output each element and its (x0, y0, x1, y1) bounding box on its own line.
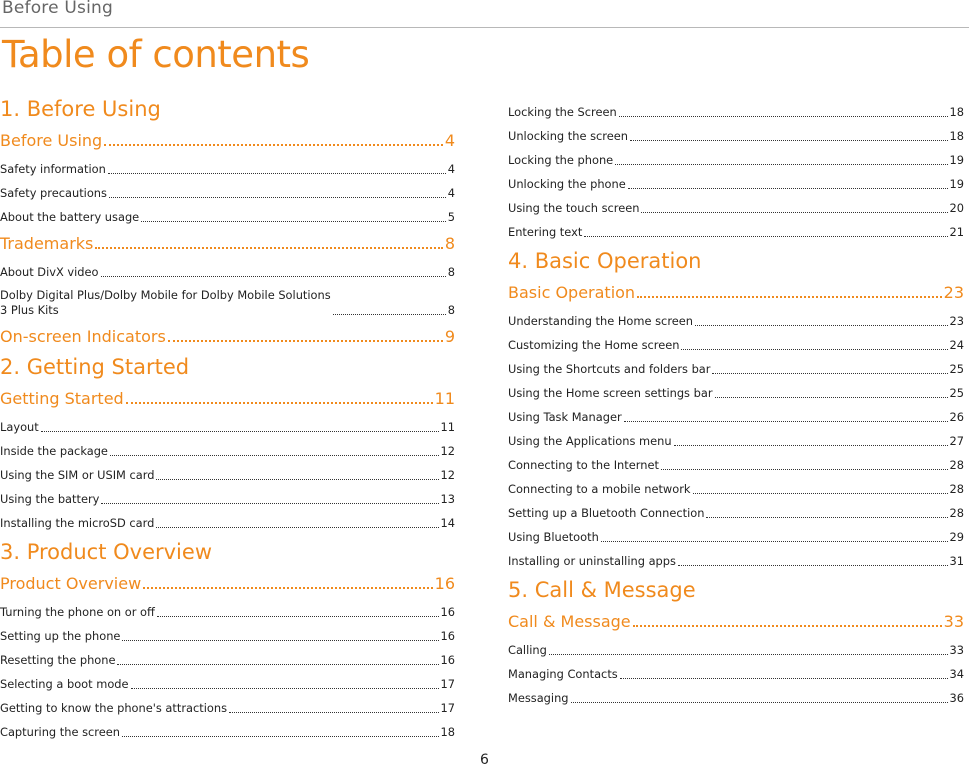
toc-section-link[interactable] (508, 607, 964, 631)
dot-leader (695, 325, 948, 326)
toc-page-number: 5 (447, 210, 455, 224)
dot-leader (715, 397, 948, 398)
toc-entry-link[interactable] (0, 596, 455, 620)
toc-entry-label: Using Task Manager (508, 410, 622, 424)
toc-entry-label: Before Using (0, 131, 103, 150)
toc-page-number: 33 (943, 612, 964, 631)
toc-entry-label: Messaging (508, 691, 569, 705)
toc-entry-label: Safety information (0, 162, 106, 176)
toc-chapter-heading[interactable]: 5. Call & Message (508, 578, 696, 602)
dot-leader (571, 702, 948, 703)
toc-left-column (0, 96, 455, 740)
dot-leader (333, 314, 446, 315)
toc-entry-link[interactable] (0, 483, 455, 507)
toc-section-link[interactable] (0, 229, 455, 253)
toc-chapter-heading[interactable]: 3. Product Overview (0, 540, 212, 564)
toc-entry-label: Setting up the phone (0, 629, 121, 643)
dot-leader (630, 140, 948, 141)
toc-page-number: 18 (440, 725, 455, 739)
toc-entry-link[interactable] (0, 280, 455, 318)
toc-entry-label: Turning the phone on or off (0, 605, 155, 619)
toc-page-number: 12 (440, 468, 455, 482)
running-header (0, 0, 969, 28)
toc-page-number: 4 (447, 162, 455, 176)
toc-entry-label: Selecting a boot mode (0, 677, 129, 691)
toc-entry-link[interactable] (508, 96, 964, 120)
toc-entry-label: Using the Home screen settings bar (508, 386, 713, 400)
toc-entry-label: Understanding the Home screen (508, 314, 693, 328)
toc-entry-label: About the battery usage (0, 210, 140, 224)
toc-entry-label: Using Bluetooth (508, 530, 599, 544)
dot-leader (117, 664, 438, 665)
toc-entry-label: Using the SIM or USIM card (0, 468, 155, 482)
toc-entry-label: Calling (508, 643, 547, 657)
dot-leader (95, 247, 442, 249)
toc-entry-link[interactable] (508, 658, 964, 682)
toc-entry-link[interactable] (508, 473, 964, 497)
toc-page-number: 29 (949, 530, 964, 544)
toc-right-column (508, 96, 964, 706)
dot-leader (101, 503, 438, 504)
toc-page-number: 16 (440, 605, 455, 619)
toc-entry-label: Using the Applications menu (508, 434, 672, 448)
toc-section-link[interactable] (0, 322, 455, 346)
toc-entry-label: Setting up a Bluetooth Connection (508, 506, 705, 520)
toc-entry-label: Getting Started (0, 389, 124, 408)
toc-entry-link[interactable] (0, 692, 455, 716)
toc-entry-link[interactable] (0, 256, 455, 280)
toc-page-number: 19 (949, 153, 964, 167)
toc-entry-label: Unlocking the phone (508, 177, 626, 191)
dot-leader (601, 541, 948, 542)
toc-entry-link[interactable] (0, 644, 455, 668)
running-header-label: Before Using (2, 0, 113, 18)
toc-entry-link[interactable] (508, 545, 964, 569)
toc-entry-label: Dolby Digital Plus/Dolby Mobile for Dolby Mobile Solutions 3 Plus Kits (0, 288, 331, 317)
dot-leader (678, 565, 948, 566)
toc-entry-link[interactable] (0, 153, 455, 177)
dot-leader (693, 493, 948, 494)
toc-entry-label: Locking the phone (508, 153, 614, 167)
toc-page-number: 16 (440, 653, 455, 667)
toc-entry-label: Customizing the Home screen (508, 338, 680, 352)
toc-section-link[interactable] (508, 278, 964, 302)
toc-entry-link[interactable] (0, 668, 455, 692)
dot-leader (633, 625, 942, 627)
toc-section-link[interactable] (0, 126, 455, 150)
toc-entry-link[interactable] (508, 401, 964, 425)
toc-entry-label: About DivX video (0, 265, 99, 279)
toc-entry-link[interactable] (0, 459, 455, 483)
toc-page-number: 34 (949, 667, 964, 681)
dot-leader (101, 276, 446, 277)
dot-leader (229, 712, 438, 713)
toc-entry-label: Basic Operation (508, 283, 636, 302)
toc-entry-label: Resetting the phone (0, 653, 116, 667)
toc-page-number: 21 (949, 225, 964, 239)
dot-leader (131, 688, 439, 689)
dot-leader (624, 421, 948, 422)
toc-entry-link[interactable] (508, 682, 964, 706)
dot-leader (681, 349, 947, 350)
dot-leader (637, 296, 942, 298)
dot-leader (126, 402, 433, 404)
toc-page-number: 14 (440, 516, 455, 530)
toc-section-link[interactable] (0, 569, 455, 593)
toc-entry-label: Installing or uninstalling apps (508, 554, 676, 568)
dot-leader (110, 455, 439, 456)
toc-entry-label: Product Overview (0, 574, 142, 593)
toc-page-number: 26 (949, 410, 964, 424)
toc-entry-link[interactable] (508, 634, 964, 658)
toc-entry-label: Connecting to the Internet (508, 458, 659, 472)
toc-entry-link[interactable] (508, 449, 964, 473)
dot-leader (156, 479, 438, 480)
dot-leader (122, 736, 439, 737)
toc-entry-label: Managing Contacts (508, 667, 618, 681)
dot-leader (549, 654, 948, 655)
dot-leader (109, 197, 446, 198)
toc-chapter-heading[interactable]: 1. Before Using (0, 97, 161, 121)
toc-entry-link[interactable] (508, 521, 964, 545)
toc-entry-link[interactable] (508, 144, 964, 168)
toc-page-number: 25 (949, 362, 964, 376)
dot-leader (584, 236, 947, 237)
toc-entry-link[interactable] (508, 377, 964, 401)
dot-leader (712, 373, 947, 374)
toc-page-number: 17 (440, 677, 455, 691)
toc-entry-label: Layout (0, 420, 39, 434)
toc-page-number: 8 (447, 265, 455, 279)
toc-page-number: 28 (949, 506, 964, 520)
toc-page-number: 18 (949, 129, 964, 143)
toc-entry-label: Connecting to a mobile network (508, 482, 691, 496)
toc-page-number: 18 (949, 105, 964, 119)
dot-leader (615, 164, 947, 165)
dot-leader (628, 188, 948, 189)
toc-entry-label: Entering text (508, 225, 583, 239)
toc-entry-label: Getting to know the phone's attractions (0, 701, 228, 715)
toc-entry-link[interactable] (0, 716, 455, 740)
dot-leader (41, 431, 439, 432)
toc-page-number: 25 (949, 386, 964, 400)
toc-entry-link[interactable] (508, 329, 964, 353)
toc-chapter-heading[interactable]: 2. Getting Started (0, 355, 190, 379)
toc-section-link[interactable] (0, 384, 455, 408)
toc-entry-label: Using the touch screen (508, 201, 640, 215)
toc-page-number: 4 (447, 186, 455, 200)
toc-entry-link[interactable] (0, 177, 455, 201)
page-title: Table of contents (2, 33, 310, 76)
toc-page-number: 8 (447, 303, 455, 317)
dot-leader (143, 587, 432, 589)
toc-page-number: 17 (440, 701, 455, 715)
toc-entry-link[interactable] (508, 168, 964, 192)
toc-entry-link[interactable] (508, 497, 964, 521)
dot-leader (168, 340, 443, 342)
toc-page-number: 23 (949, 314, 964, 328)
toc-page-number: 13 (440, 492, 455, 506)
toc-page-number: 24 (949, 338, 964, 352)
dot-leader (104, 144, 443, 146)
toc-page-number: 11 (434, 389, 455, 408)
toc-page-number: 9 (444, 327, 455, 346)
toc-entry-label: Call & Message (508, 612, 631, 631)
dot-leader (674, 445, 948, 446)
toc-page-number: 11 (440, 420, 455, 434)
toc-entry-label: On-screen Indicators (0, 327, 166, 346)
dot-leader (619, 116, 948, 117)
toc-entry-link[interactable] (0, 507, 455, 531)
toc-page-number: 19 (949, 177, 964, 191)
toc-entry-link[interactable] (508, 192, 964, 216)
toc-page-number: 23 (943, 283, 964, 302)
toc-entry-link[interactable] (0, 411, 455, 435)
dot-leader (661, 469, 948, 470)
toc-entry-label: Using the battery (0, 492, 100, 506)
toc-entry-label: Using the Shortcuts and folders bar (508, 362, 711, 376)
dot-leader (122, 640, 438, 641)
toc-page-number: 16 (434, 574, 455, 593)
toc-entry-link[interactable] (508, 305, 964, 329)
toc-entry-link[interactable] (0, 435, 455, 459)
toc-page-number: 20 (949, 201, 964, 215)
dot-leader (620, 678, 948, 679)
toc-page-number: 28 (949, 458, 964, 472)
toc-page-number: 36 (949, 691, 964, 705)
toc-page-number: 27 (949, 434, 964, 448)
toc-entry-link[interactable] (508, 425, 964, 449)
toc-entry-link[interactable] (0, 620, 455, 644)
page-number: 6 (480, 752, 489, 768)
dot-leader (141, 221, 446, 222)
dot-leader (157, 616, 439, 617)
toc-page-number: 31 (949, 554, 964, 568)
toc-entry-label: Unlocking the screen (508, 129, 628, 143)
toc-page-number: 28 (949, 482, 964, 496)
dot-leader (641, 212, 947, 213)
dot-leader (108, 173, 446, 174)
toc-chapter-heading[interactable]: 4. Basic Operation (508, 249, 702, 273)
toc-entry-label: Inside the package (0, 444, 108, 458)
toc-entry-label: Capturing the screen (0, 725, 120, 739)
toc-entry-label: Trademarks (0, 234, 94, 253)
toc-entry-label: Safety precautions (0, 186, 107, 200)
toc-entry-label: Locking the Screen (508, 105, 617, 119)
toc-page-number: 4 (444, 131, 455, 150)
toc-page-number: 12 (440, 444, 455, 458)
toc-entry-link[interactable] (508, 353, 964, 377)
toc-entry-link[interactable] (0, 201, 455, 225)
dot-leader (156, 527, 438, 528)
dot-leader (706, 517, 947, 518)
toc-entry-link[interactable] (508, 216, 964, 240)
toc-page-number: 16 (440, 629, 455, 643)
toc-page-number: 8 (444, 234, 455, 253)
toc-page-number: 33 (949, 643, 964, 657)
toc-entry-link[interactable] (508, 120, 964, 144)
toc-entry-label: Installing the microSD card (0, 516, 155, 530)
